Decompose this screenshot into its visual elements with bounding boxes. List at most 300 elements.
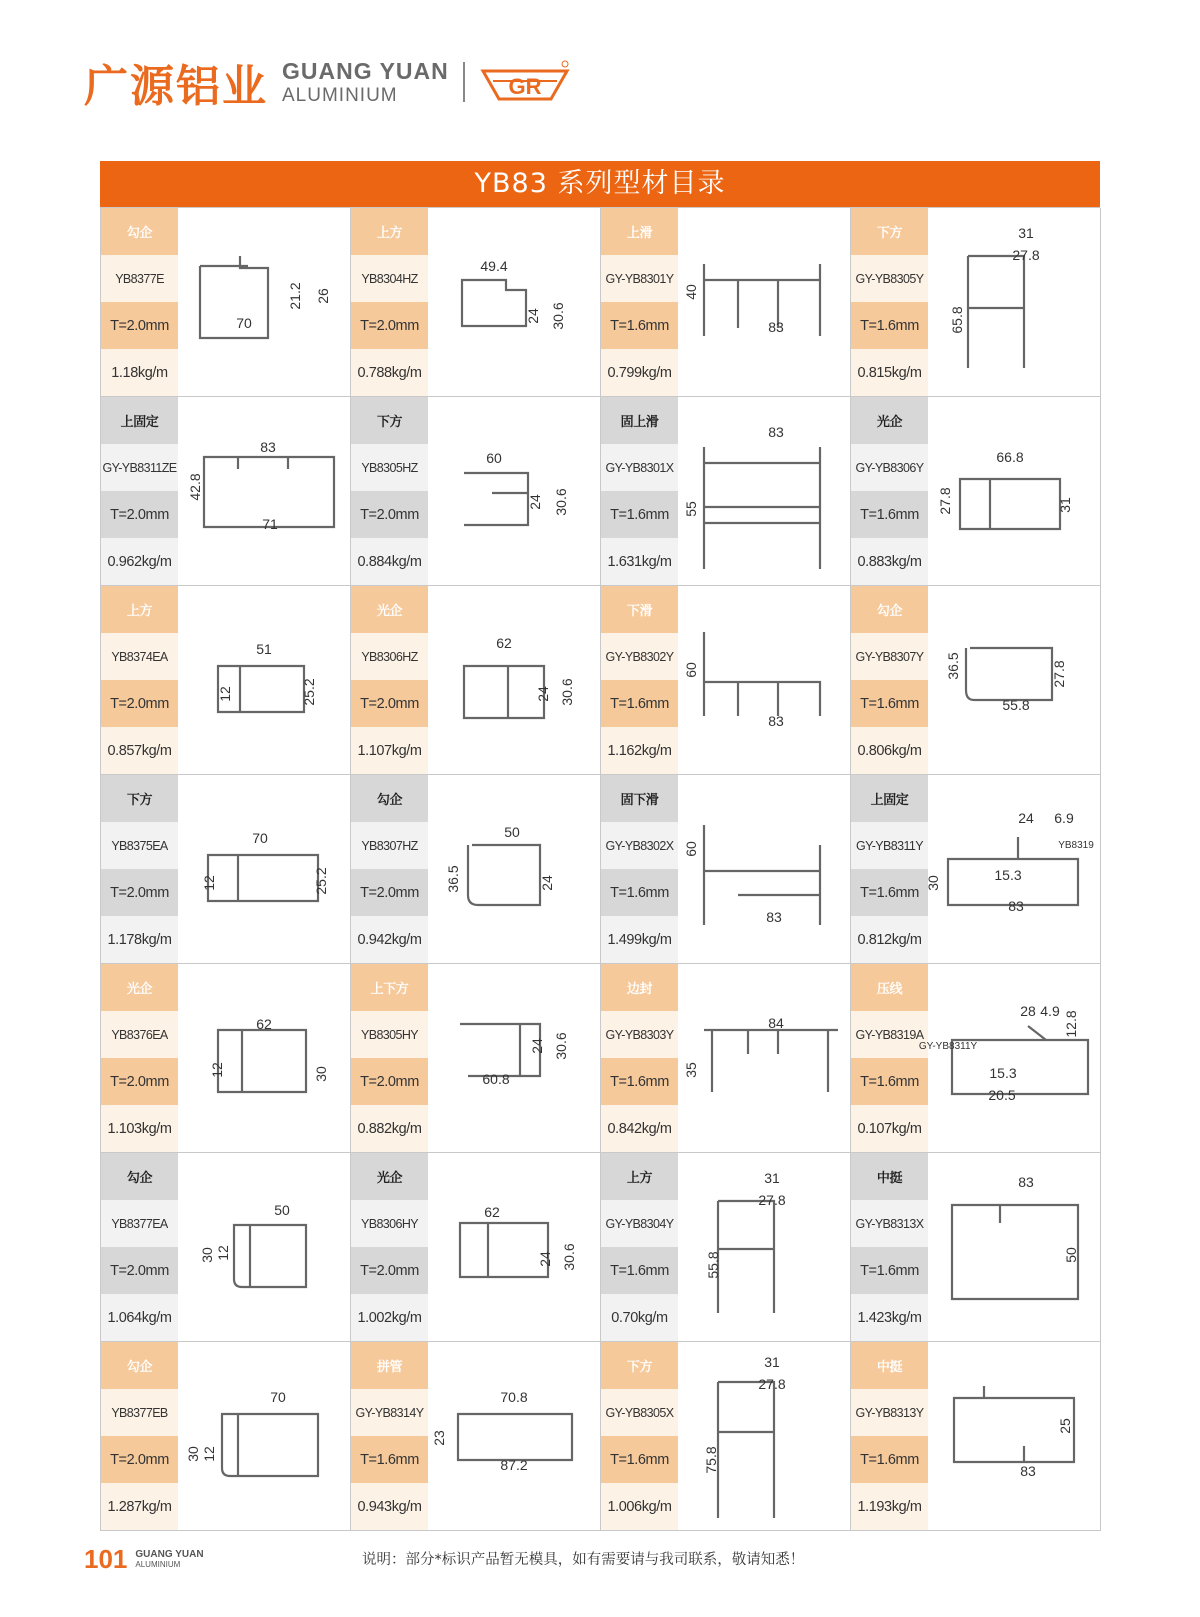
profile-thickness: T=1.6mm [601,869,678,916]
dimension-label: 20.5 [988,1087,1016,1103]
dimension-label: 15.3 [989,1065,1017,1081]
profile-name: 勾企 [351,775,428,822]
profile-weight: 0.107kg/m [851,1105,928,1152]
dimension-label: 27.8 [1051,660,1067,688]
dimension-label: 12.8 [1063,1010,1079,1038]
profile-thickness: T=1.6mm [851,302,928,349]
profile-outline [462,280,526,326]
profile-name: 勾企 [101,208,178,255]
dimension-label: 12 [215,1245,231,1261]
profile-gy-yb8306y-diagram [928,397,1100,585]
profile-drawing [678,1342,850,1530]
dimension-label: 30.6 [553,1032,569,1060]
dimension-label: 31 [764,1170,780,1186]
profile-outline [704,264,820,336]
profile-card [601,208,851,397]
profile-code: YB8306HZ [351,633,428,680]
dimension-label: 21.2 [287,282,303,310]
profile-card [851,586,1101,775]
profile-info [601,397,678,585]
profile-gy-yb8305x-diagram [678,1342,850,1530]
profile-weight: 1.287kg/m [101,1483,178,1530]
profile-code: GY-YB8301X [601,444,678,491]
profile-outline [704,447,820,569]
profile-thickness: T=1.6mm [601,491,678,538]
dimension-label: 24 [527,494,543,510]
profile-card [351,208,601,397]
profile-thickness: T=2.0mm [101,1058,178,1105]
profile-card [851,208,1101,397]
dimension-label: 12 [209,1062,225,1078]
dimension-label: 30.6 [550,302,566,330]
profile-info [601,586,678,774]
profile-name: 边封 [601,964,678,1011]
dimension-label: 55.8 [1002,697,1030,713]
profile-drawing [928,208,1100,396]
profile-gy-yb8301x-diagram [678,397,850,585]
profile-card [101,775,351,964]
profile-weight: 0.882kg/m [351,1105,428,1152]
profile-name: 下滑 [601,586,678,633]
profile-thickness: T=2.0mm [351,869,428,916]
profile-weight: 1.193kg/m [851,1483,928,1530]
profile-card [601,964,851,1153]
profile-info [351,208,428,396]
dimension-label: 31 [1057,497,1073,513]
profile-code: YB8375EA [101,822,178,869]
profile-gy-yb8303y-diagram [678,964,850,1152]
dimension-label: 12 [201,875,217,891]
profile-info [601,208,678,396]
profile-drawing [428,208,600,396]
profile-info [101,964,178,1152]
profile-yb8305hz-diagram [428,397,600,585]
profile-card [351,586,601,775]
brand-name-en [282,57,449,106]
profile-info [601,1342,678,1530]
profile-thickness: T=1.6mm [601,1247,678,1294]
profile-card [601,1342,851,1531]
profile-drawing [178,775,350,963]
profile-gy-yb8305y-diagram [928,208,1100,396]
profile-name: 光企 [851,397,928,444]
dimension-label: 83 [766,909,782,925]
profile-weight: 0.884kg/m [351,538,428,585]
profile-code: YB8377EA [101,1200,178,1247]
dimension-label: 83 [768,713,784,729]
catalog-title: YB83 系列型材目录 [100,161,1100,207]
profile-card [351,1153,601,1342]
profile-card [101,1342,351,1531]
profile-name: 勾企 [101,1153,178,1200]
profile-gy-yb8311ze-diagram [178,397,350,585]
profile-outline [966,648,1052,700]
profile-gy-yb8311y-diagram [925,775,1100,963]
dimension-label: 42.8 [187,473,203,501]
brand-name-en-line2: ALUMINIUM [282,84,398,106]
dimension-label: 24 [537,1251,553,1267]
profile-code: GY-YB8305Y [851,255,928,302]
dimension-label: 25.2 [301,678,317,706]
dimension-label: 75.8 [703,1446,719,1474]
footer-brand [135,1550,203,1569]
profile-outline [968,256,1024,368]
profile-code: YB8305HY [351,1011,428,1058]
profile-weight: 0.857kg/m [101,727,178,774]
profile-drawing [925,775,1100,963]
profile-weight: 0.943kg/m [351,1483,428,1530]
profile-weight: 1.499kg/m [601,916,678,963]
profile-weight: 1.107kg/m [351,727,428,774]
profile-code: YB8374EA [101,633,178,680]
dimension-label: 25.2 [313,867,329,895]
profile-info [351,964,428,1152]
profile-outline [468,845,540,905]
profile-outline [952,1205,1078,1299]
profile-gy-yb8319a-diagram [918,964,1100,1152]
profile-name: 上方 [351,208,428,255]
profile-yb8374ea-diagram [178,586,350,774]
profile-weight: 1.178kg/m [101,916,178,963]
profile-outline [954,1386,1074,1462]
dimension-label: 87.2 [500,1457,528,1473]
dimension-label: 24 [529,1038,545,1054]
profile-drawing [678,775,850,963]
dimension-label: 65.8 [949,306,965,334]
profile-drawing [178,586,350,774]
profile-code: GY-YB8314Y [351,1389,428,1436]
profile-thickness: T=1.6mm [601,680,678,727]
profile-yb8377eb-diagram [178,1342,350,1530]
profile-weight: 0.942kg/m [351,916,428,963]
profile-code: YB8376EA [101,1011,178,1058]
dimension-label: 70 [252,830,268,846]
profile-drawing [428,775,600,963]
dimension-label: 70 [236,315,252,331]
dimension-label: 24 [525,308,541,324]
dimension-label: 31 [764,1354,780,1370]
profile-drawing [428,964,600,1152]
profile-weight: 1.064kg/m [101,1294,178,1341]
profile-card [351,964,601,1153]
dimension-label: 83 [768,424,784,440]
profile-drawing [178,1153,350,1341]
profile-code: GY-YB8313X [851,1200,928,1247]
profile-card [851,964,1101,1153]
dimension-label: 50 [274,1202,290,1218]
dimension-label: 30 [185,1446,201,1462]
profile-weight: 1.002kg/m [351,1294,428,1341]
dimension-label: 25 [1057,1418,1073,1434]
profile-outline [218,1030,306,1092]
profile-thickness: T=2.0mm [101,869,178,916]
profile-thickness: T=2.0mm [101,302,178,349]
profile-code: YB8305HZ [351,444,428,491]
dimension-label: 24 [535,686,551,702]
profile-info [101,1153,178,1341]
dimension-label: 51 [256,641,272,657]
dimension-label: 70.8 [500,1389,528,1405]
profile-outline [460,1024,540,1076]
header-divider [463,62,465,102]
profile-drawing [918,964,1100,1152]
profile-drawing [428,397,600,585]
brand-logo-text: GR [508,74,542,99]
brand-name-en-line1: GUANG YUAN [282,57,449,84]
dimension-label: 24 [1018,810,1034,826]
dimension-label: 62 [496,635,512,651]
profile-card [101,586,351,775]
footer-brand-line1: GUANG YUAN [135,1549,204,1560]
profile-drawing [678,1153,850,1341]
dimension-label: 83 [260,439,276,455]
profile-outline [200,256,268,338]
profile-card [351,397,601,586]
profile-info [101,775,178,963]
dimension-label: YB8319 [1058,840,1094,851]
dimension-label: 84 [768,1015,784,1031]
profile-name: 上滑 [601,208,678,255]
profile-card [601,586,851,775]
profile-thickness: T=2.0mm [101,680,178,727]
profile-drawing [928,1153,1100,1341]
profile-name: 勾企 [101,1342,178,1389]
profile-drawing [178,1342,350,1530]
profile-name: 上方 [601,1153,678,1200]
dimension-label: 30 [199,1247,215,1263]
profile-thickness: T=2.0mm [351,302,428,349]
profile-code: YB8304HZ [351,255,428,302]
profile-weight: 0.815kg/m [851,349,928,396]
profile-name: 上下方 [351,964,428,1011]
dimension-label: 40 [683,284,699,300]
profile-outline [718,1382,774,1518]
profile-gy-yb8301y-diagram [678,208,850,396]
profile-weight: 0.883kg/m [851,538,928,585]
profile-gy-yb8302x-diagram [678,775,850,963]
dimension-label: 83 [768,319,784,335]
profile-outline [222,1414,318,1476]
profile-thickness: T=1.6mm [851,869,928,916]
profile-weight: 0.799kg/m [601,349,678,396]
dimension-label: 30.6 [561,1243,577,1271]
profile-card [851,1153,1101,1342]
dimension-label: 23 [431,1430,447,1446]
dimension-label: 6.9 [1054,810,1074,826]
profile-weight: 1.18kg/m [101,349,178,396]
dimension-label: 4.9 [1040,1003,1060,1019]
profile-info [101,208,178,396]
profile-name: 固下滑 [601,775,678,822]
profile-outline [234,1225,306,1287]
profile-code: GY-YB8304Y [601,1200,678,1247]
profile-code: GY-YB8303Y [601,1011,678,1058]
profile-code: YB8377E [101,255,178,302]
profile-code: GY-YB8306Y [851,444,928,491]
profile-drawing [678,964,850,1152]
profile-gy-yb8313y-diagram [928,1342,1100,1530]
profile-yb8376ea-diagram [178,964,350,1152]
page-header [84,52,571,112]
profile-thickness: T=2.0mm [101,1436,178,1483]
profile-grid [100,207,1100,1531]
profile-code: GY-YB8302Y [601,633,678,680]
dimension-label: 28 [1020,1003,1036,1019]
dimension-label: 83 [1020,1463,1036,1479]
dimension-label: 55 [683,501,699,517]
profile-info [101,1342,178,1530]
dimension-label: GY-YB8311Y [918,1041,978,1052]
profile-thickness: T=1.6mm [351,1436,428,1483]
dimension-label: 60 [683,662,699,678]
profile-thickness: T=1.6mm [851,680,928,727]
profile-weight: 1.006kg/m [601,1483,678,1530]
profile-thickness: T=2.0mm [351,491,428,538]
profile-weight: 0.70kg/m [601,1294,678,1341]
profile-name: 上方 [101,586,178,633]
profile-yb8377e-diagram [178,208,350,396]
profile-card [601,775,851,964]
profile-gy-yb8314y-diagram [428,1342,600,1530]
profile-gy-yb8304y-diagram [678,1153,850,1341]
profile-info [101,397,178,585]
profile-outline [718,1201,774,1313]
profile-weight: 0.842kg/m [601,1105,678,1152]
dimension-label: 60.8 [482,1071,510,1087]
profile-code: GY-YB8311Y [851,822,928,869]
profile-info [851,775,928,963]
profile-thickness: T=1.6mm [851,1436,928,1483]
profile-card [101,208,351,397]
profile-code: GY-YB8319A [851,1011,928,1058]
dimension-label: 35 [683,1062,699,1078]
profile-code: GY-YB8302X [601,822,678,869]
dimension-label: 60 [486,450,502,466]
profile-code: YB8377EB [101,1389,178,1436]
profile-code: YB8307HZ [351,822,428,869]
dimension-label: 30.6 [553,488,569,516]
dimension-label: 15.3 [994,867,1022,883]
profile-drawing [678,586,850,774]
profile-drawing [928,1342,1100,1530]
profile-outline [960,479,1060,529]
profile-catalog [100,161,1100,1531]
profile-code: YB8306HY [351,1200,428,1247]
profile-thickness: T=1.6mm [601,1058,678,1105]
profile-info [351,1342,428,1530]
dimension-label: 36.5 [445,865,461,893]
profile-info [601,964,678,1152]
profile-weight: 0.806kg/m [851,727,928,774]
profile-name: 光企 [101,964,178,1011]
dimension-label: 30.6 [559,678,575,706]
profile-info [851,397,928,585]
profile-name: 光企 [351,586,428,633]
brand-logo-icon [479,59,571,105]
profile-card [601,397,851,586]
profile-code: GY-YB8305X [601,1389,678,1436]
profile-info [851,586,928,774]
dimension-label: 83 [1018,1174,1034,1190]
profile-name: 压线 [851,964,928,1011]
profile-yb8304hz-diagram [428,208,600,396]
profile-outline [464,666,544,718]
profile-weight: 1.162kg/m [601,727,678,774]
dimension-label: 55.8 [705,1251,721,1279]
dimension-label: 30 [925,875,941,891]
profile-yb8377ea-diagram [178,1153,350,1341]
profile-outline [208,855,318,901]
profile-name: 下方 [601,1342,678,1389]
profile-yb8307hz-diagram [428,775,600,963]
profile-yb8306hy-diagram [428,1153,600,1341]
profile-card [351,1342,601,1531]
dimension-label: 12 [201,1446,217,1462]
profile-card [351,775,601,964]
profile-name: 上固定 [851,775,928,822]
profile-yb8306hz-diagram [428,586,600,774]
footer-brand-line2: ALUMINIUM [135,1560,181,1569]
dimension-label: 71 [262,516,278,532]
profile-thickness: T=1.6mm [851,1247,928,1294]
profile-thickness: T=2.0mm [351,1247,428,1294]
profile-thickness: T=1.6mm [601,1436,678,1483]
dimension-label: 26 [315,288,331,304]
profile-card [851,1342,1101,1531]
profile-card [101,397,351,586]
profile-weight: 1.423kg/m [851,1294,928,1341]
profile-name: 下方 [851,208,928,255]
profile-thickness: T=1.6mm [851,491,928,538]
dimension-label: 66.8 [996,449,1024,465]
profile-code: GY-YB8301Y [601,255,678,302]
dimension-label: 70 [270,1389,286,1405]
profile-drawing [928,586,1100,774]
dimension-label: 27.8 [937,487,953,515]
profile-name: 下方 [101,775,178,822]
profile-name: 中挺 [851,1153,928,1200]
dimension-label: 49.4 [480,258,508,274]
dimension-label: 83 [1008,898,1024,914]
dimension-label: 50 [504,824,520,840]
profile-info [851,964,928,1152]
profile-outline [464,473,528,525]
profile-card [851,397,1101,586]
dimension-label: 12 [217,686,233,702]
profile-name: 拼管 [351,1342,428,1389]
profile-drawing [928,397,1100,585]
dimension-label: 60 [683,841,699,857]
profile-thickness: T=2.0mm [351,680,428,727]
profile-drawing [428,1342,600,1530]
page-number: 101 [84,1544,128,1574]
page-footer [84,1544,204,1575]
profile-info [601,1153,678,1341]
profile-info [851,208,928,396]
dimension-label: 30 [313,1066,329,1082]
profile-name: 勾企 [851,586,928,633]
dimension-label: 36.5 [945,652,961,680]
profile-weight: 0.962kg/m [101,538,178,585]
profile-gy-yb8313x-diagram [928,1153,1100,1341]
profile-info [351,775,428,963]
profile-thickness: T=2.0mm [101,1247,178,1294]
profile-outline [704,825,820,925]
profile-yb8305hy-diagram [428,964,600,1152]
profile-weight: 0.788kg/m [351,349,428,396]
brand-name-cn: 广源铝业 [84,61,268,112]
profile-drawing [428,586,600,774]
